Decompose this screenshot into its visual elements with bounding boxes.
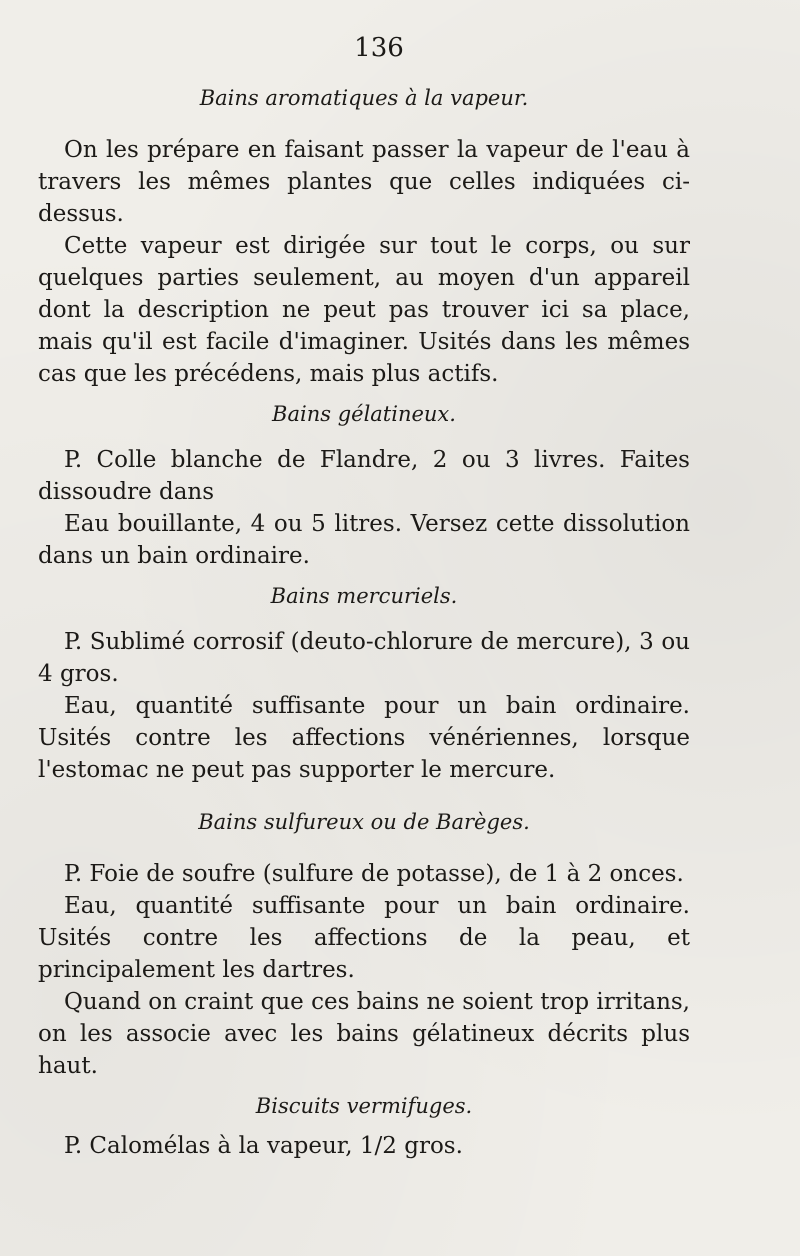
paragraph: Eau, quantité suffisante pour un bain ordinaire. Usités contre les affections vénériennes, lorsque l'estomac ne peut pas supporter le mercure.: [38, 693, 690, 783]
section-heading-sulfurous-baths: Bains sulfureux ou de Barèges.: [198, 810, 530, 834]
paragraph: Quand on craint que ces bains ne soient trop irritans, on les associe avec les bains gélatineux décrits plus haut.: [38, 989, 690, 1079]
paragraph: P. Foie de soufre (sulfure de potasse), de 1 à 2 onces.: [64, 861, 684, 887]
section-heading-mercurial-baths: Bains mercuriels.: [270, 584, 458, 608]
section-heading-aromatic-vapor-baths: Bains aromatiques à la vapeur.: [199, 86, 529, 110]
paragraph: P. Colle blanche de Flandre, 2 ou 3 livres. Faites dissoudre dans: [38, 447, 690, 505]
paragraph: Eau bouillante, 4 ou 5 litres. Versez cette dissolution dans un bain ordinaire.: [38, 511, 690, 569]
section-heading-gelatinous-baths: Bains gélatineux.: [272, 402, 456, 426]
page-number: 136: [354, 33, 404, 63]
section-heading-vermifuge-biscuits: Biscuits vermifuges.: [255, 1094, 473, 1118]
paragraph: P. Calomélas à la vapeur, 1/2 gros.: [64, 1133, 463, 1159]
paragraph: Cette vapeur est dirigée sur tout le corps, ou sur quelques parties seulement, au moyen d'un appareil dont la description ne peut pas trouver ici sa place, mais qu'il est facile d'imaginer. Usités dans les mêmes cas que les précédens, mais plus actifs.: [38, 233, 690, 387]
paragraph: Eau, quantité suffisante pour un bain ordinaire. Usités contre les affections de la peau, et principalement les dartres.: [38, 893, 690, 983]
paragraph: On les prépare en faisant passer la vapeur de l'eau à travers les mêmes plantes que celles indiquées ci-dessus.: [38, 137, 690, 227]
paragraph: P. Sublimé corrosif (deuto-chlorure de mercure), 3 ou 4 gros.: [38, 629, 690, 687]
